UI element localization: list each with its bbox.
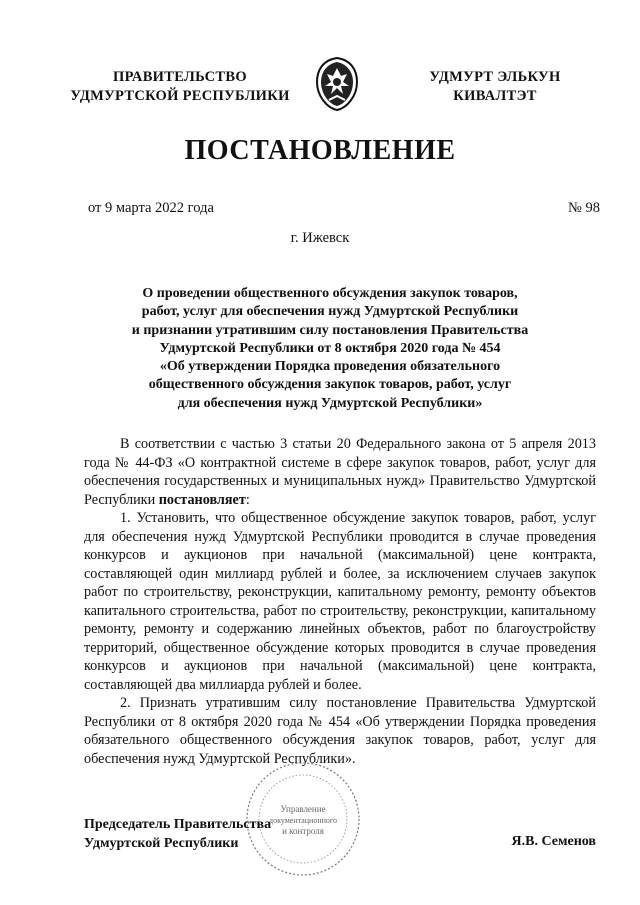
header-right-line1: УДМУРТ ЭЛЬКУН bbox=[429, 69, 561, 85]
signatory-title-line2: Удмуртской Республики bbox=[84, 836, 239, 851]
body-intro-bold: постановляет bbox=[158, 491, 246, 508]
subject-line: работ, услуг для обеспечения нужд Удмуртской Республики bbox=[141, 304, 519, 320]
body-intro-end: : bbox=[245, 491, 250, 508]
document-subject bbox=[90, 285, 570, 413]
signatory-title-line1: Председатель Правительства bbox=[84, 817, 272, 832]
header-left-line1: ПРАВИТЕЛЬСТВО bbox=[113, 69, 247, 85]
body-intro-text: В соответствии с частью 3 статьи 20 Федерального закона от 5 апреля 2013 года № 44-ФЗ «О контрактной системе в сфере закупок товаров, работ, услуг для обеспечения государственных и муниципальных нужд» Правительство Удмуртской Республики bbox=[84, 436, 596, 508]
stamp-line3: и контроля bbox=[282, 826, 324, 836]
signatory-title bbox=[84, 815, 271, 853]
stamp-line1: Управление bbox=[280, 804, 326, 814]
body-intro-paragraph bbox=[84, 435, 596, 509]
body-item-2: 2. Признать утратившим силу постановление Правительства Удмуртской Республики от 8 октября 2020 года № 454 «Об утверждении Порядка проведения обязательного общественного обсуждения закупок товаров, работ, услуг для обеспечения нужд Удмуртской Республики». bbox=[84, 695, 596, 767]
signatory-name: Я.В. Семенов bbox=[511, 834, 596, 849]
subject-line: общественного обсуждения закупок товаров, работ, услуг bbox=[148, 377, 512, 393]
subject-line: и признании утратившим силу постановления Правительства bbox=[131, 322, 529, 338]
header-left-line2: УДМУРТСКОЙ РЕСПУБЛИКИ bbox=[70, 88, 290, 104]
document-title: ПОСТАНОВЛЕНИЕ bbox=[184, 135, 456, 166]
subject-line: О проведении общественного обсуждения закупок товаров, bbox=[142, 286, 518, 301]
subject-line: Удмуртской Республики от 8 октября 2020 года № 454 bbox=[159, 340, 501, 356]
header-right-line2: КИВАЛТЭТ bbox=[453, 88, 537, 104]
udmurt-coat-of-arms-icon bbox=[313, 56, 361, 112]
body-item-1: 1. Установить, что общественное обсуждение закупок товаров, работ, услуг для обеспечения нужд Удмуртской Республики проводится в случае проведения конкурсов и аукционов при начальной (максимальной) цене контракта, составляющей один миллиард рублей и более, за исключением случаев закупок работ по строительству, реконструкции, капитальному ремонту, ремонту объектов капитального строительства, работ по строительству, реконструкции, капитальному ремонту, ремонту и содержанию линейных объектов, работ по благоустройству территорий, общественное обсуждение которых проводится в случае проведения конкурсов и аукционов при начальной (максимальной) цене контракта, составляющей два миллиарда рублей и более. bbox=[84, 510, 596, 693]
document-number: № 98 bbox=[568, 200, 600, 216]
document-date: от 9 марта 2022 года bbox=[88, 200, 214, 216]
document-city: г. Ижевск bbox=[290, 230, 350, 246]
subject-line: для обеспечения нужд Удмуртской Республики» bbox=[177, 395, 483, 411]
stamp-line2: документационного bbox=[269, 816, 337, 825]
header-left bbox=[60, 68, 300, 106]
document-body bbox=[84, 435, 596, 768]
header-right bbox=[395, 68, 595, 106]
subject-line: «Об утверждении Порядка проведения обязательного bbox=[159, 359, 501, 375]
